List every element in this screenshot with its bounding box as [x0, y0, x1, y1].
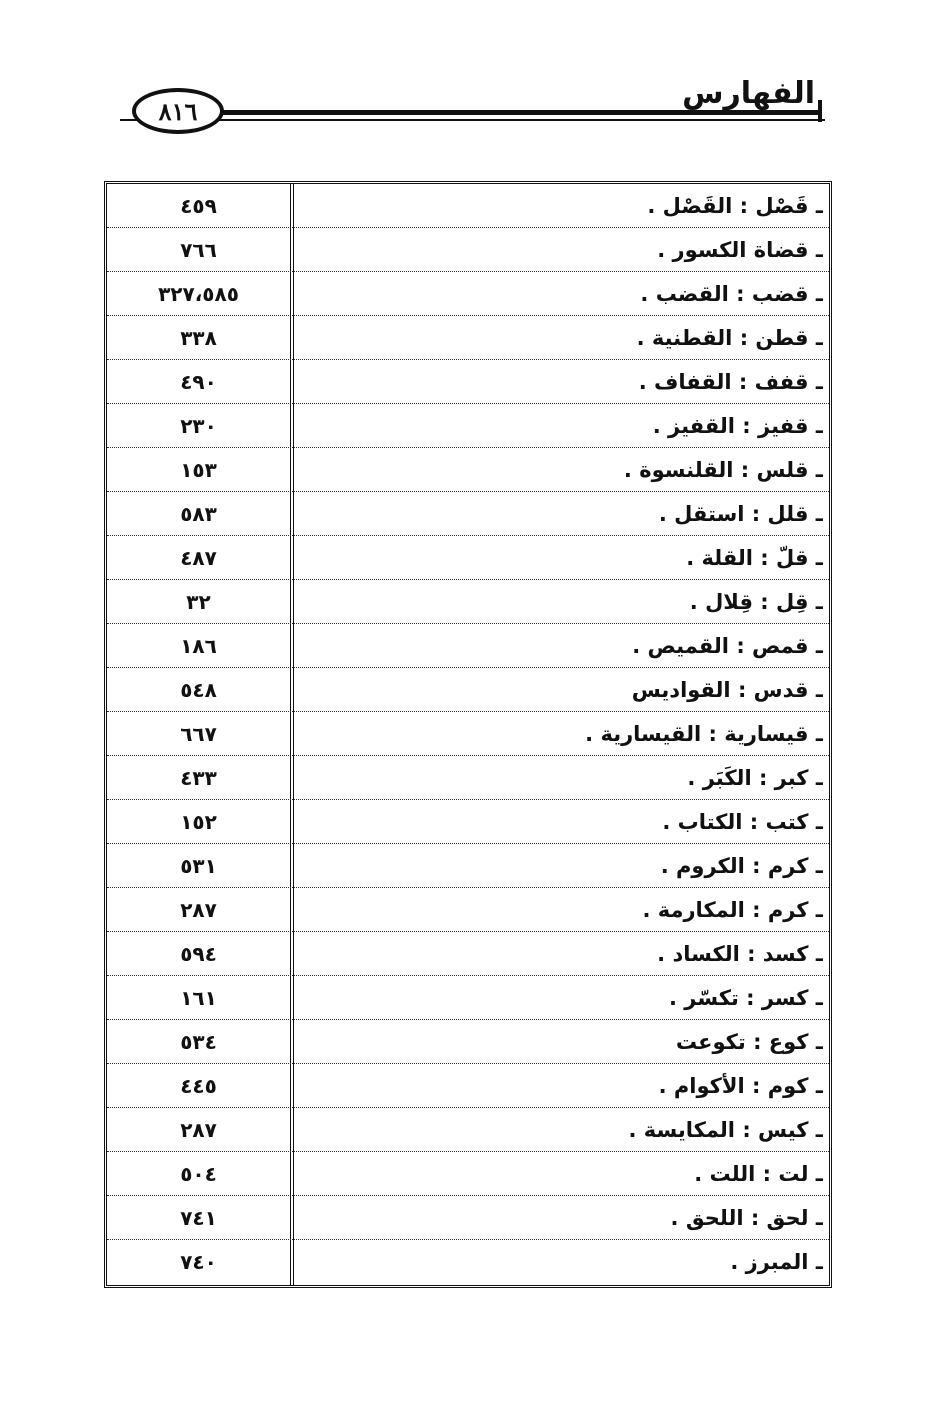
index-term: ـ كرم : الكروم . — [660, 854, 823, 878]
header-rule-end — [818, 100, 822, 122]
index-page-refs: ١٨٦ — [180, 634, 217, 658]
section-title: الفهارس — [682, 76, 815, 111]
index-term: ـ كسد : الكساد . — [657, 942, 823, 966]
table-row — [107, 1196, 829, 1240]
index-page-refs: ٣٣٨ — [180, 326, 217, 350]
table-row — [107, 316, 829, 360]
table-row — [107, 580, 829, 624]
table-row — [107, 800, 829, 844]
index-page-refs: ٤٣٣ — [180, 766, 217, 790]
index-term: ـ كتب : الكتاب . — [662, 810, 823, 834]
index-page-refs: ٣٢٧،٥٨٥ — [158, 282, 239, 306]
index-page-refs: ٧٦٦ — [180, 238, 217, 262]
index-table — [104, 181, 832, 1288]
table-row — [107, 844, 829, 888]
index-rows — [107, 184, 829, 1285]
index-page-refs: ٦٦٧ — [180, 722, 217, 746]
index-term: ـ قدس : القواديس — [631, 678, 823, 702]
index-term: ـ قَصْل : القَصْل . — [647, 194, 823, 218]
table-row — [107, 536, 829, 580]
index-term: ـ قِل : قِلال . — [689, 590, 823, 614]
index-page-refs: ١٥٢ — [180, 810, 217, 834]
index-term: ـ كيس : المكايسة . — [628, 1118, 823, 1142]
index-term: ـ لت : اللت . — [694, 1162, 823, 1186]
index-term: ـ قيسارية : القيسارية . — [585, 722, 823, 746]
header-rule-thin — [120, 119, 825, 121]
table-row — [107, 932, 829, 976]
page-number: ٨١٦ — [158, 96, 198, 126]
index-page-refs: ٥٠٤ — [180, 1162, 217, 1186]
index-page-refs: ٥٣١ — [180, 854, 217, 878]
index-term: ـ قلل : استقل . — [658, 502, 823, 526]
index-page-refs: ٧٤٠ — [180, 1250, 217, 1274]
table-row — [107, 404, 829, 448]
index-term: ـ قفف : القفاف . — [638, 370, 823, 394]
table-row — [107, 1064, 829, 1108]
table-row — [107, 1240, 829, 1284]
table-row — [107, 1108, 829, 1152]
index-page-refs: ٤٥٩ — [180, 194, 217, 218]
table-row — [107, 184, 829, 228]
index-term: ـ كسر : تكسّر . — [669, 986, 823, 1010]
index-term: ـ قضب : القضب . — [640, 282, 823, 306]
page-number-oval — [132, 88, 224, 134]
index-term: ـ قضاة الكسور . — [657, 238, 823, 262]
index-page-refs: ٥٣٤ — [180, 1030, 217, 1054]
table-row — [107, 756, 829, 800]
index-term: ـ كبر : الكَبَر . — [687, 766, 823, 790]
index-page-refs: ٤٤٥ — [180, 1074, 217, 1098]
table-row — [107, 712, 829, 756]
index-term: ـ كرم : المكارمة . — [642, 898, 823, 922]
index-term: ـ لحق : اللحق . — [670, 1206, 823, 1230]
index-page-refs: ٤٨٧ — [180, 546, 217, 570]
index-page-refs: ٢٣٠ — [180, 414, 217, 438]
table-row — [107, 1152, 829, 1196]
index-page-refs: ٥٨٣ — [180, 502, 217, 526]
index-page-refs: ٥٩٤ — [180, 942, 217, 966]
table-row — [107, 360, 829, 404]
table-row — [107, 668, 829, 712]
page-header — [0, 0, 945, 150]
index-page-refs: ٤٩٠ — [180, 370, 217, 394]
table-row — [107, 272, 829, 316]
index-term: ـ كوم : الأكوام . — [658, 1074, 823, 1098]
index-term: ـ قمص : القميص . — [632, 634, 823, 658]
index-term: ـ قفيز : القفيز . — [652, 414, 823, 438]
index-term: ـ المبرز . — [730, 1250, 823, 1274]
index-page-refs: ٣٢ — [186, 590, 211, 614]
table-row — [107, 448, 829, 492]
index-page-refs: ١٦١ — [180, 986, 217, 1010]
table-row — [107, 624, 829, 668]
index-page-refs: ١٥٣ — [180, 458, 217, 482]
index-page-refs: ٧٤١ — [180, 1206, 217, 1230]
index-term: ـ قلّ : القلة . — [686, 546, 823, 570]
index-term: ـ كوع : تكوعت — [675, 1030, 823, 1054]
index-term: ـ قلس : القلنسوة . — [623, 458, 823, 482]
table-row — [107, 1020, 829, 1064]
table-row — [107, 228, 829, 272]
table-row — [107, 492, 829, 536]
table-row — [107, 888, 829, 932]
index-page-refs: ٢٨٧ — [180, 1118, 217, 1142]
table-row — [107, 976, 829, 1020]
index-page-refs: ٢٨٧ — [180, 898, 217, 922]
index-page-refs: ٥٤٨ — [180, 678, 217, 702]
index-term: ـ قطن : القطنية . — [636, 326, 823, 350]
